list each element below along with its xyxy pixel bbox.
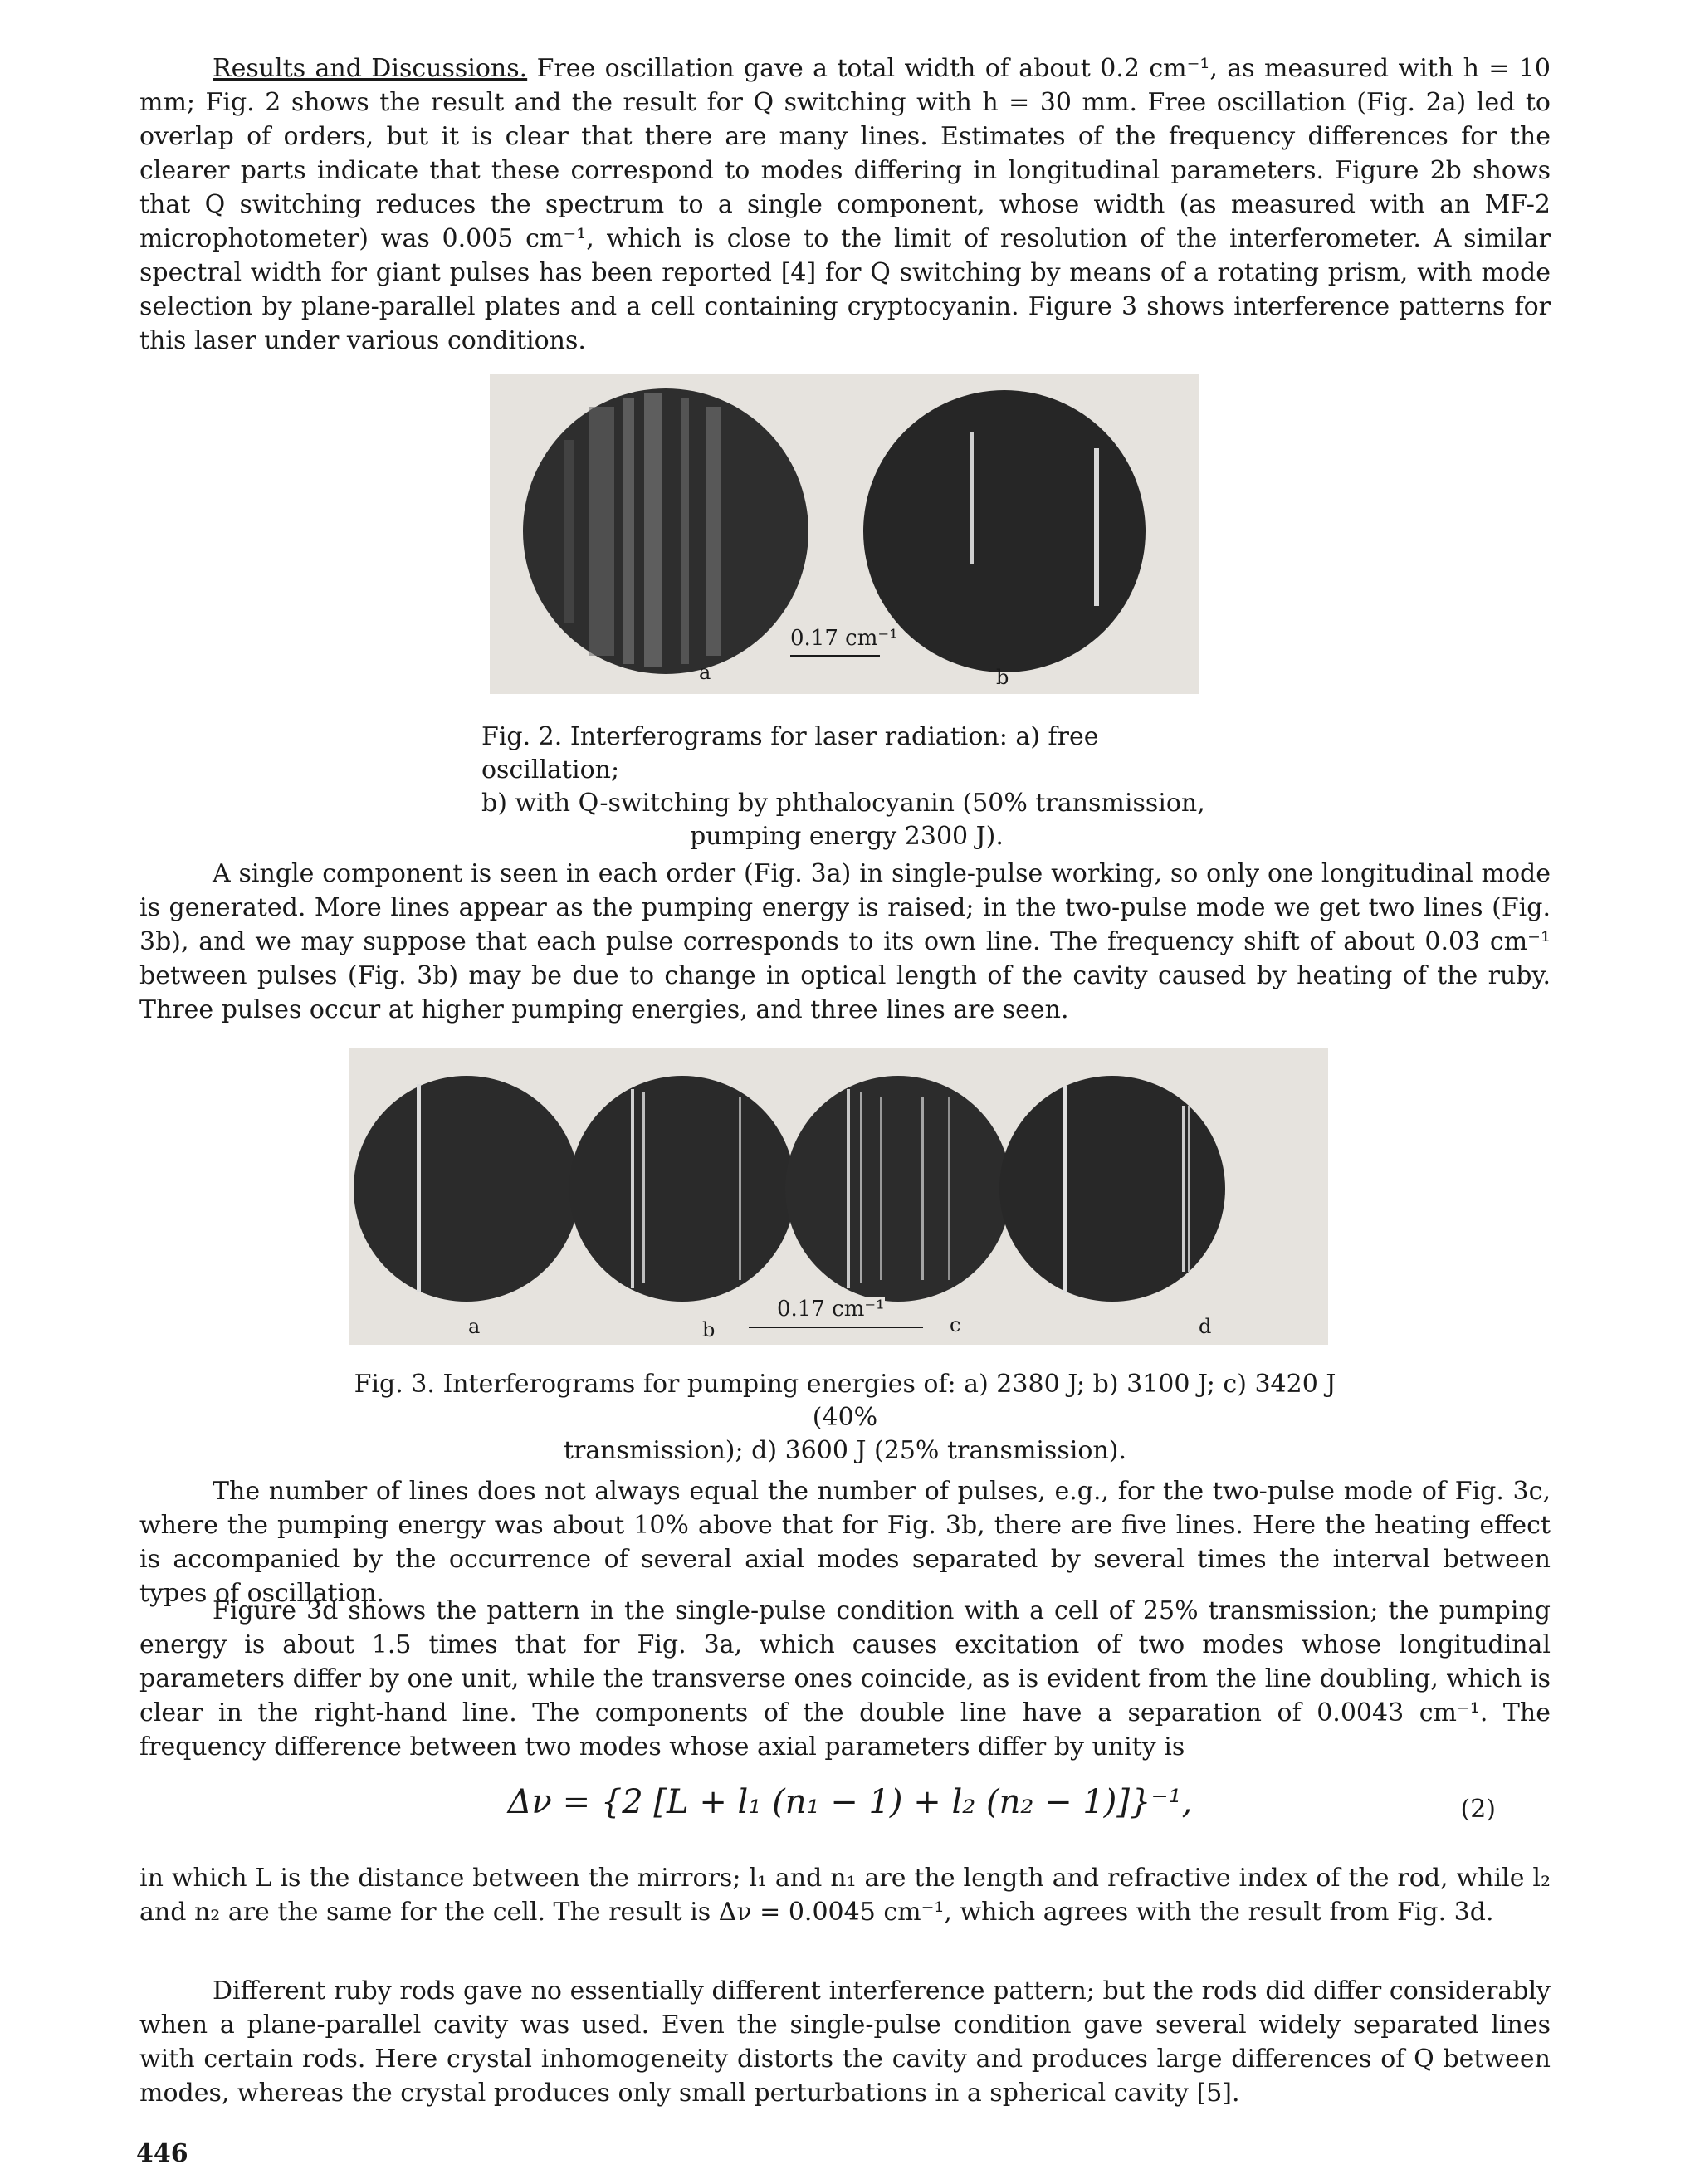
figure-3-caption-line-2: transmission); d) 3600 J (25% transmission). — [563, 1436, 1127, 1465]
figure-2-image — [490, 374, 1199, 694]
figure-3-caption-line-1: Fig. 3. Interferograms for pumping energies of: a) 2380 J; b) 3100 J; c) 3420 J (40% — [354, 1370, 1336, 1432]
interferogram-3c — [785, 1076, 1011, 1302]
figure-2-caption-line-3: pumping energy 2300 J). — [690, 822, 1004, 851]
interferogram-3d — [999, 1076, 1225, 1302]
figure-2-panel-b-label: b — [996, 666, 1009, 689]
figure-2-caption — [481, 721, 1212, 853]
figure-2-scale-label: 0.17 cm⁻¹ — [790, 626, 898, 651]
figure-2-panel-a-label: a — [699, 661, 711, 684]
interferogram-2b — [863, 390, 1146, 672]
interferogram-3a — [354, 1076, 579, 1302]
figure-3-image — [349, 1048, 1328, 1345]
figure-3-scale-label: 0.17 cm⁻¹ — [777, 1297, 885, 1322]
figure-2-caption-line-2: b) with Q-switching by phthalocyanin (50% transmission, — [481, 789, 1205, 818]
page-number: 446 — [136, 2139, 188, 2168]
interferogram-3b — [569, 1076, 795, 1302]
figure-3-panel-b-label: b — [702, 1318, 716, 1341]
figure-3-panel-c-label: c — [950, 1313, 961, 1336]
figure-3-panel-a-label: a — [468, 1315, 481, 1338]
paragraph-figure-3d: Figure 3d shows the pattern in the single-pulse condition with a cell of 25% transmission; the pumping energy is about 1.5 times that for Fig. 3a, which causes excitation of two modes whose longitudinal parameters differ by one unit, while the transverse ones coincide, as is evident from the line doubling, which is clear in the right-hand line. The components of the double line have a separation of 0.0043 cm⁻¹. The frequency difference between two modes whose axial parameters differ by unity is — [139, 1596, 1551, 1761]
paragraph-equation-definitions: in which L is the distance between the mirrors; l₁ and n₁ are the length and refractive index of the rod, while l₂ and n₂ are the same for the cell. The result is Δν = 0.0045 cm⁻¹, which agrees with the result from Fig. 3d. — [139, 1864, 1551, 1927]
figure-3-caption — [339, 1368, 1351, 1468]
paragraph-results — [139, 51, 1551, 358]
figure-2-caption-line-1: Fig. 2. Interferograms for laser radiation: a) free oscillation; — [481, 722, 1099, 784]
paragraph-single-component: A single component is seen in each order (Fig. 3a) in single-pulse working, so only one longitudinal mode is generated. More lines appear as the pumping energy is raised; in the two-pulse mode we get two lines (Fig. 3b), and we may suppose that each pulse corresponds to its own line. The frequency shift of about 0.03 cm⁻¹ between pulses (Fig. 3b) may be due to change in optical length of the cavity caused by heating of the ruby. Three pulses occur at higher pumping energies, and three lines are seen. — [139, 859, 1551, 1024]
equation-2 — [0, 1783, 1700, 1833]
section-heading: Results and Discussions. — [212, 54, 528, 83]
paragraph-ruby-rods: Different ruby rods gave no essentially different interference pattern; but the rods did differ considerably when a plane-parallel cavity was used. Even the single-pulse condition gave several widely separated lines with certain rods. Here crystal inhomogeneity distorts the cavity and produces large differences of Q between modes, whereas the crystal produces only small perturbations in a spherical cavity [5]. — [139, 1976, 1551, 2108]
equation-2-body: Δν = {2 [L + l₁ (n₁ − 1) + l₂ (n₂ − 1)]}⁻¹, — [507, 1783, 1193, 1821]
figure-3-panel-d-label: d — [1199, 1315, 1212, 1338]
paragraph-number-of-lines: The number of lines does not always equal the number of pulses, e.g., for the two-pulse mode of Fig. 3c, where the pumping energy was about 10% above that for Fig. 3b, there are five lines. Here the heating effect is accompanied by the occurrence of several axial modes separated by several times the interval between types of oscillation. — [139, 1477, 1551, 1608]
paragraph-results-text: Free oscillation gave a total width of about 0.2 cm⁻¹, as measured with h = 10 mm; Fig. 2 shows the result and the result for Q switching with h = 30 mm. Free oscillation (Fig. 2a) led to overlap of orders, but it is clear that there are many lines. Estimates of the frequency differences for the clearer parts indicate that these correspond to modes differing in longitudinal parameters. Figure 2b shows that Q switching reduces the spectrum to a single component, whose width (as measured with an MF-2 microphotometer) was 0.005 cm⁻¹, which is close to the limit of resolution of the interferometer. A similar spectral width for giant pulses has been reported [4] for Q switching by means of a rotating prism, with mode selection by plane-parallel plates and a cell containing cryptocyanin. Figure 3 shows interference patterns for this laser under various conditions. — [139, 54, 1551, 355]
equation-2-number: (2) — [1460, 1795, 1496, 1824]
